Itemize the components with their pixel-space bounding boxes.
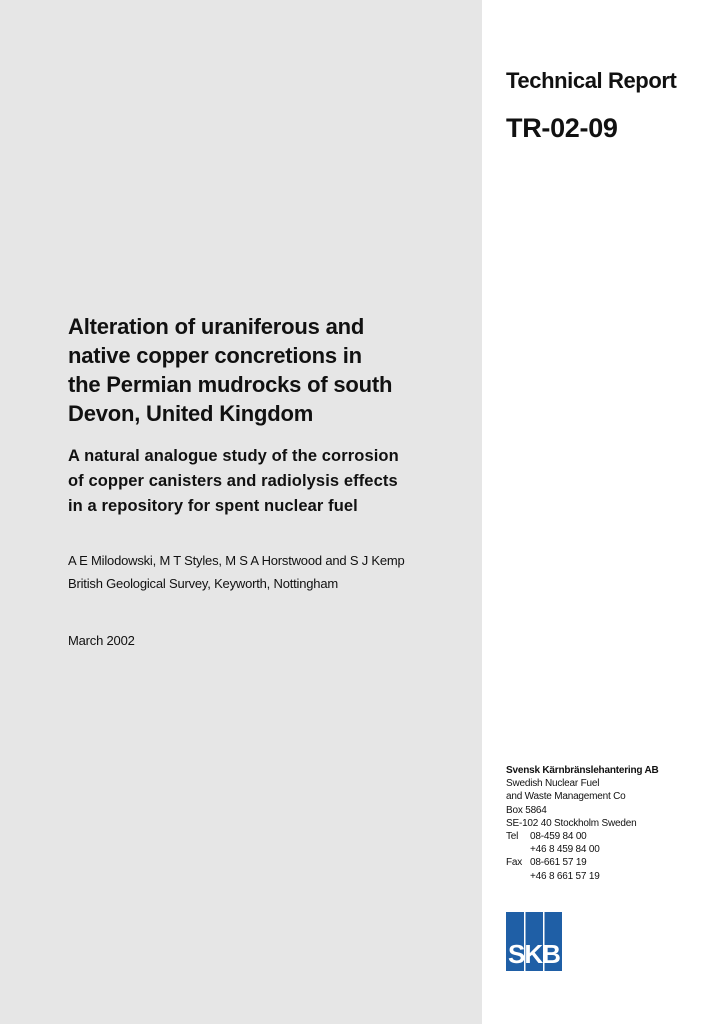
report-title-line: the Permian mudrocks of south bbox=[68, 372, 393, 397]
publisher-block bbox=[506, 764, 716, 883]
report-subtitle-line: A natural analogue study of the corrosion bbox=[68, 447, 399, 465]
fax-row bbox=[506, 856, 716, 869]
publisher-box: Box 5864 bbox=[506, 804, 547, 816]
report-subtitle-line: of copper canisters and radiolysis effects bbox=[68, 472, 398, 490]
telephone-domestic: 08-459 84 00 bbox=[530, 831, 587, 843]
fax-domestic: 08-661 57 19 bbox=[530, 857, 587, 869]
telephone-intl-row bbox=[506, 843, 716, 856]
report-subtitle bbox=[68, 444, 468, 519]
report-type: Technical Report bbox=[506, 68, 677, 93]
publisher-english-name: Swedish Nuclear Fuel bbox=[506, 778, 600, 790]
publisher-name: Svensk Kärnbränslehantering AB bbox=[506, 765, 659, 776]
skb-logo-graphic bbox=[506, 912, 562, 971]
fax-intl-row bbox=[506, 870, 716, 883]
telephone-row bbox=[506, 830, 716, 843]
affiliation: British Geological Survey, Keyworth, Nottingham bbox=[68, 576, 338, 591]
report-subtitle-line: in a repository for spent nuclear fuel bbox=[68, 497, 358, 515]
authors: A E Milodowski, M T Styles, M S A Horstwood and S J Kemp bbox=[68, 553, 405, 568]
report-title-line: native copper concretions in bbox=[68, 343, 362, 368]
report-title-line: Alteration of uraniferous and bbox=[68, 314, 365, 339]
publisher-english-name: and Waste Management Co bbox=[506, 791, 626, 803]
fax-label: Fax bbox=[506, 857, 523, 869]
fax-international: +46 8 661 57 19 bbox=[530, 870, 600, 882]
report-number: TR-02-09 bbox=[506, 113, 618, 143]
publication-date: March 2002 bbox=[68, 633, 135, 648]
telephone-label: Tel bbox=[506, 831, 519, 843]
skb-logo-text: SKB bbox=[508, 939, 560, 969]
report-title bbox=[68, 312, 468, 428]
skb-logo bbox=[506, 912, 562, 971]
telephone-international: +46 8 459 84 00 bbox=[530, 844, 600, 856]
publisher-city: SE-102 40 Stockholm Sweden bbox=[506, 817, 637, 829]
report-title-line: Devon, United Kingdom bbox=[68, 401, 314, 426]
